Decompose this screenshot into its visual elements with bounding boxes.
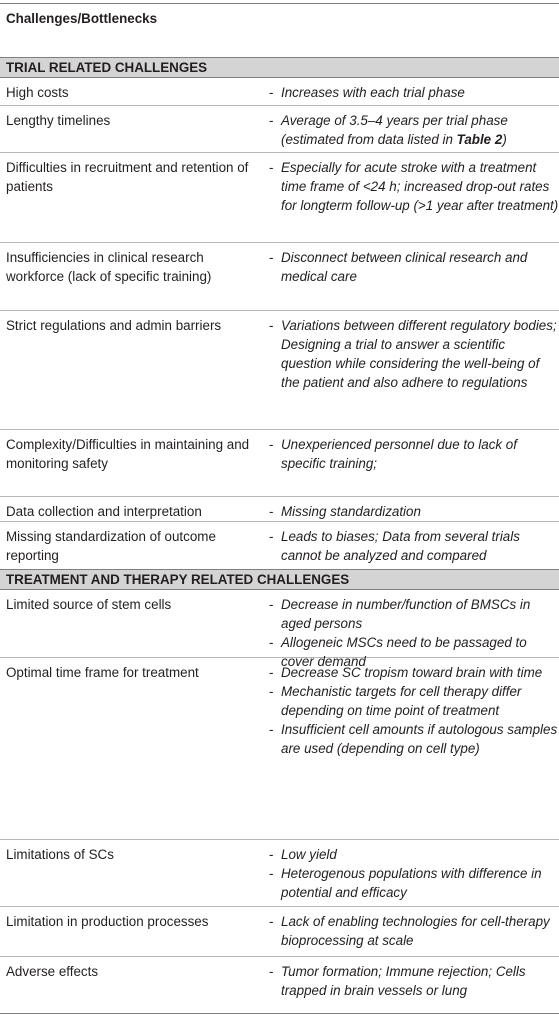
detail-item: - Heterogenous populations with difference in potential and efficacy (269, 864, 559, 902)
detail-item: - Increases with each trial phase (269, 83, 559, 102)
details-cell (269, 435, 559, 473)
challenge-cell: Data collection and interpretation (6, 504, 202, 519)
details-cell (269, 962, 559, 1000)
details-cell (269, 912, 559, 950)
table-row (0, 153, 559, 243)
table-bottom-rule (0, 1013, 559, 1014)
table-row (0, 106, 559, 153)
details-cell (269, 248, 559, 286)
challenge-cell: Difficulties in recruitment and retention of patients (6, 160, 249, 194)
challenge-cell: Limitation in production processes (6, 914, 209, 929)
table-row (0, 522, 559, 569)
detail-item: - Especially for acute stroke with a treatment time frame of <24 h; increased drop-out rates for longterm follow-up (>1 year after treatment) (269, 158, 559, 215)
table-reference: Table 2 (456, 132, 503, 147)
details-cell (269, 111, 559, 149)
challenge-cell: Limited source of stem cells (6, 597, 172, 612)
challenge-cell: Missing standardization of outcome reporting (6, 529, 216, 563)
table-row (0, 78, 559, 106)
challenge-cell: Limitations of SCs (6, 847, 114, 862)
detail-item: - Low yield (269, 845, 559, 864)
table-row (0, 590, 559, 669)
details-cell (269, 502, 559, 521)
section-heading-label: TRIAL RELATED CHALLENGES (6, 60, 208, 75)
table-row (0, 497, 559, 522)
table-row (0, 957, 559, 1013)
details-cell (269, 83, 559, 102)
challenge-cell: High costs (6, 85, 69, 100)
details-cell (269, 845, 559, 902)
challenge-cell: Optimal time frame for treatment (6, 665, 199, 680)
detail-item: - Lack of enabling technologies for cell-therapy bioprocessing at scale (269, 912, 559, 950)
detail-text-part: ) (502, 132, 507, 147)
challenge-cell: Insufficiencies in clinical research workforce (lack of specific training) (6, 250, 212, 284)
section-heading-trial (0, 57, 559, 78)
detail-item: - Tumor formation; Immune rejection; Cells trapped in brain vessels or lung (269, 962, 559, 1000)
section-heading-label: TREATMENT AND THERAPY RELATED CHALLENGES (6, 572, 350, 587)
table-row (0, 907, 559, 957)
challenge-cell: Adverse effects (6, 964, 99, 979)
table-row (0, 243, 559, 311)
detail-item: - Decrease SC tropism toward brain with time (269, 663, 559, 682)
table-row (0, 430, 559, 497)
detail-text-part: Average of 3.5–4 years per trial phase (estimated from data listed in (281, 113, 508, 147)
table-row (0, 840, 559, 907)
table-top-rule (0, 3, 559, 4)
detail-item: - Insufficient cell amounts if autologous samples are used (depending on cell type) (269, 720, 559, 758)
detail-item: - Leads to biases; Data from several trials cannot be analyzed and compared (269, 527, 559, 565)
detail-item: - Variations between different regulatory bodies; Designing a trial to answer a scientific question while considering the well-being of the patient and also adhere to regulations (269, 316, 559, 392)
details-cell (269, 527, 559, 565)
detail-item: - Decrease in number/function of BMSCs in aged persons (269, 595, 559, 633)
details-cell (269, 663, 559, 758)
detail-item: - Mechanistic targets for cell therapy differ depending on time point of treatment (269, 682, 559, 720)
detail-item: - Allogeneic MSCs need to be passaged to cover demand (269, 633, 559, 671)
challenge-cell: Lengthy timelines (6, 113, 111, 128)
table-title: Challenges/Bottlenecks (6, 11, 158, 26)
table-row (0, 658, 559, 840)
section-heading-treatment (0, 569, 559, 590)
details-cell (269, 316, 559, 392)
challenge-cell: Complexity/Difficulties in maintaining and monitoring safety (6, 437, 250, 471)
detail-item (269, 111, 559, 149)
details-cell (269, 158, 559, 215)
detail-item: - Disconnect between clinical research and medical care (269, 248, 559, 286)
detail-item: - Missing standardization (269, 502, 559, 521)
table-row (0, 311, 559, 430)
detail-item: - Unexperienced personnel due to lack of specific training; (269, 435, 559, 473)
challenge-cell: Strict regulations and admin barriers (6, 318, 222, 333)
